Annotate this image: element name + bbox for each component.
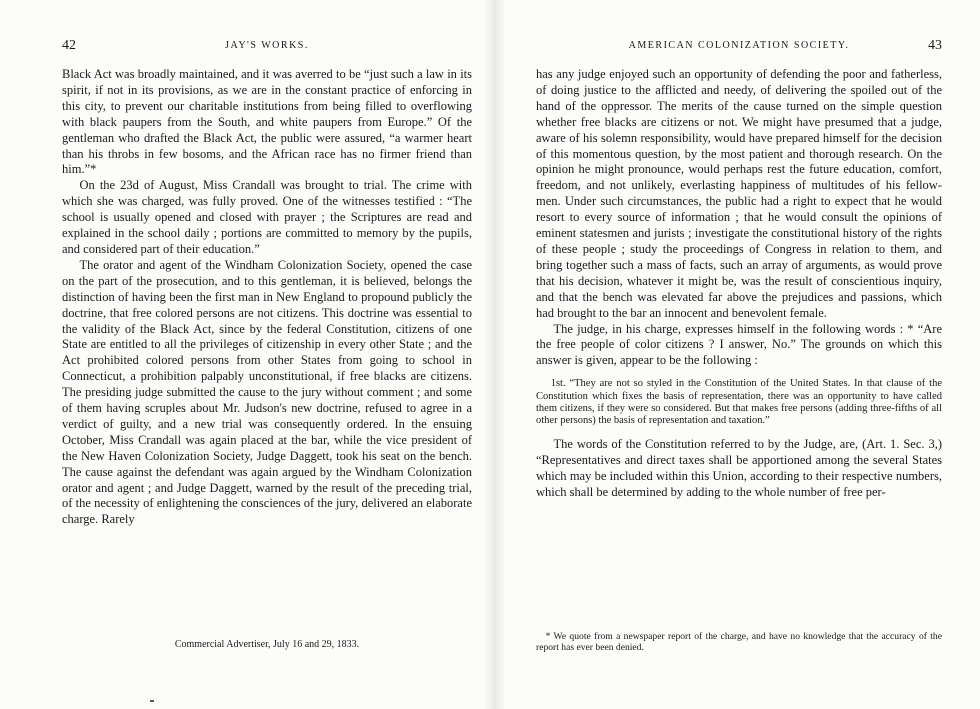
left-page-number: 42 bbox=[62, 38, 76, 53]
footnote-text: * We quote from a newspaper report of the charge, and have no knowledge that the accuracy of the report has ever been denied. bbox=[536, 631, 942, 653]
right-page-footnote bbox=[536, 631, 942, 653]
left-page-footnote: Commercial Advertiser, July 16 and 29, 1833. bbox=[174, 639, 360, 650]
paragraph: The judge, in his charge, expresses himself in the following words : * “Are the free people of color citizens ? I answer, No.” The grounds on which this answer is given, appear to be the following : bbox=[536, 321, 942, 368]
left-page-body bbox=[62, 67, 472, 528]
paragraph: The orator and agent of the Windham Colonization Society, opened the case on the part of the prosecution, and to this gentleman, it is believed, belongs the distinction of having been the first man in New England to propound publicly the doctrine, that free colored persons are not citizens. This doctrine was essential to the validity of the Black Act, since by the federal Constitution, citizens of one State are entitled to all the privileges of citizenship in every other State ; and the Act prohibited colored persons from other States from going to school in Connecticut, a prohibition palpably unconstitutional, if free blacks are citizens. The presiding judge submitted the cause to the jury without comment ; and some of them having scruples about Mr. Judson's new doctrine, refused to agree in a verdict of guilty, and a new trial was consequently ordered. In the ensuing October, Miss Crandall was again placed at the bar, while the vice president of the New Haven Colonization Society, Judge Daggett, took his seat on the bench. The cause against the defendant was again argued by the Windham Colonization orator and agent ; and Judge Daggett, warned by the result of the preceding trial, of the necessity of enlightening the consciences of the jury, delivered an elaborate charge. Rarely bbox=[62, 257, 472, 527]
right-running-title: AMERICAN COLONIZATION SOCIETY. bbox=[628, 40, 850, 51]
scan-speck bbox=[150, 700, 154, 702]
paragraph: On the 23d of August, Miss Crandall was brought to trial. The crime with which she was charged, was fully proved. One of the witnesses testified : “The school is usually opened and closed with prayer ; the Scriptures are read and explained in the school daily ; portions are committed to memory by the pupils, and considered part of their education.” bbox=[62, 178, 472, 256]
paragraph: Black Act was broadly maintained, and it was averred to be “just such a law in its spirit, if not in its provisions, as we are in the constant practice of enforcing in this city, to prevent our charitable institutions from being filled to overflowing with black paupers from the South, and white paupers from Europe.” Of the gentleman who drafted the Black Act, the public were assured, “a warmer heart than his throbs in few bosoms, and the African race has no firmer friend than him.”* bbox=[62, 67, 472, 177]
book-gutter bbox=[484, 0, 506, 709]
right-running-head bbox=[536, 40, 942, 56]
right-page bbox=[536, 0, 942, 709]
paragraph: has any judge enjoyed such an opportunity of defending the poor and fatherless, of doing justice to the afflicted and needy, of delivering the spoiled out of the hand of the oppressor. The merits of the cause turned on the simple question whether free blacks are citizens or not. We might have presumed that a judge, aware of his solemn responsibility, would have prepared himself for the decision of this momentous question, by the most patient and thorough research. On the opinion he might pronounce, would perhaps rest the future education, comfort, freedom, and not unlikely, everlasting happiness of multitudes of his fellow-men. Under such circumstances, the public had a right to expect that he would resort to every source of information ; that he would consult the opinions of eminent statesmen and jurists ; investigate the constitutional history of the rights of these people ; study the proceedings of Congress in relation to them, and bring together such a mass of facts, such an array of arguments, as would prove that his decision, whatever it might be, was the result of conscientious inquiry, and that the bench was elevated far above the prejudices and passions, which had brought to the bar an innocent and benevolent female. bbox=[536, 67, 942, 320]
left-page bbox=[62, 0, 472, 709]
block-quote: 1st. “They are not so styled in the Constitution of the United States. In that clause of the Constitution which fixes the basis of representation, there was an opportunity to have called them citizens, if they were so considered. But that makes free persons (adding three-fifths of all other persons) the basis of representation and taxation.” bbox=[536, 378, 942, 427]
paragraph: The words of the Constitution referred to by the Judge, are, (Art. 1. Sec. 3,) “Representatives and direct taxes shall be apportioned among the several States which may be included within this Union, according to their respective numbers, which shall be determined by adding to the whole number of free per- bbox=[536, 436, 942, 499]
right-page-body bbox=[536, 67, 942, 500]
left-running-title: JAY'S WORKS. bbox=[225, 40, 309, 51]
right-page-number: 43 bbox=[928, 38, 942, 53]
left-running-head bbox=[62, 40, 472, 56]
